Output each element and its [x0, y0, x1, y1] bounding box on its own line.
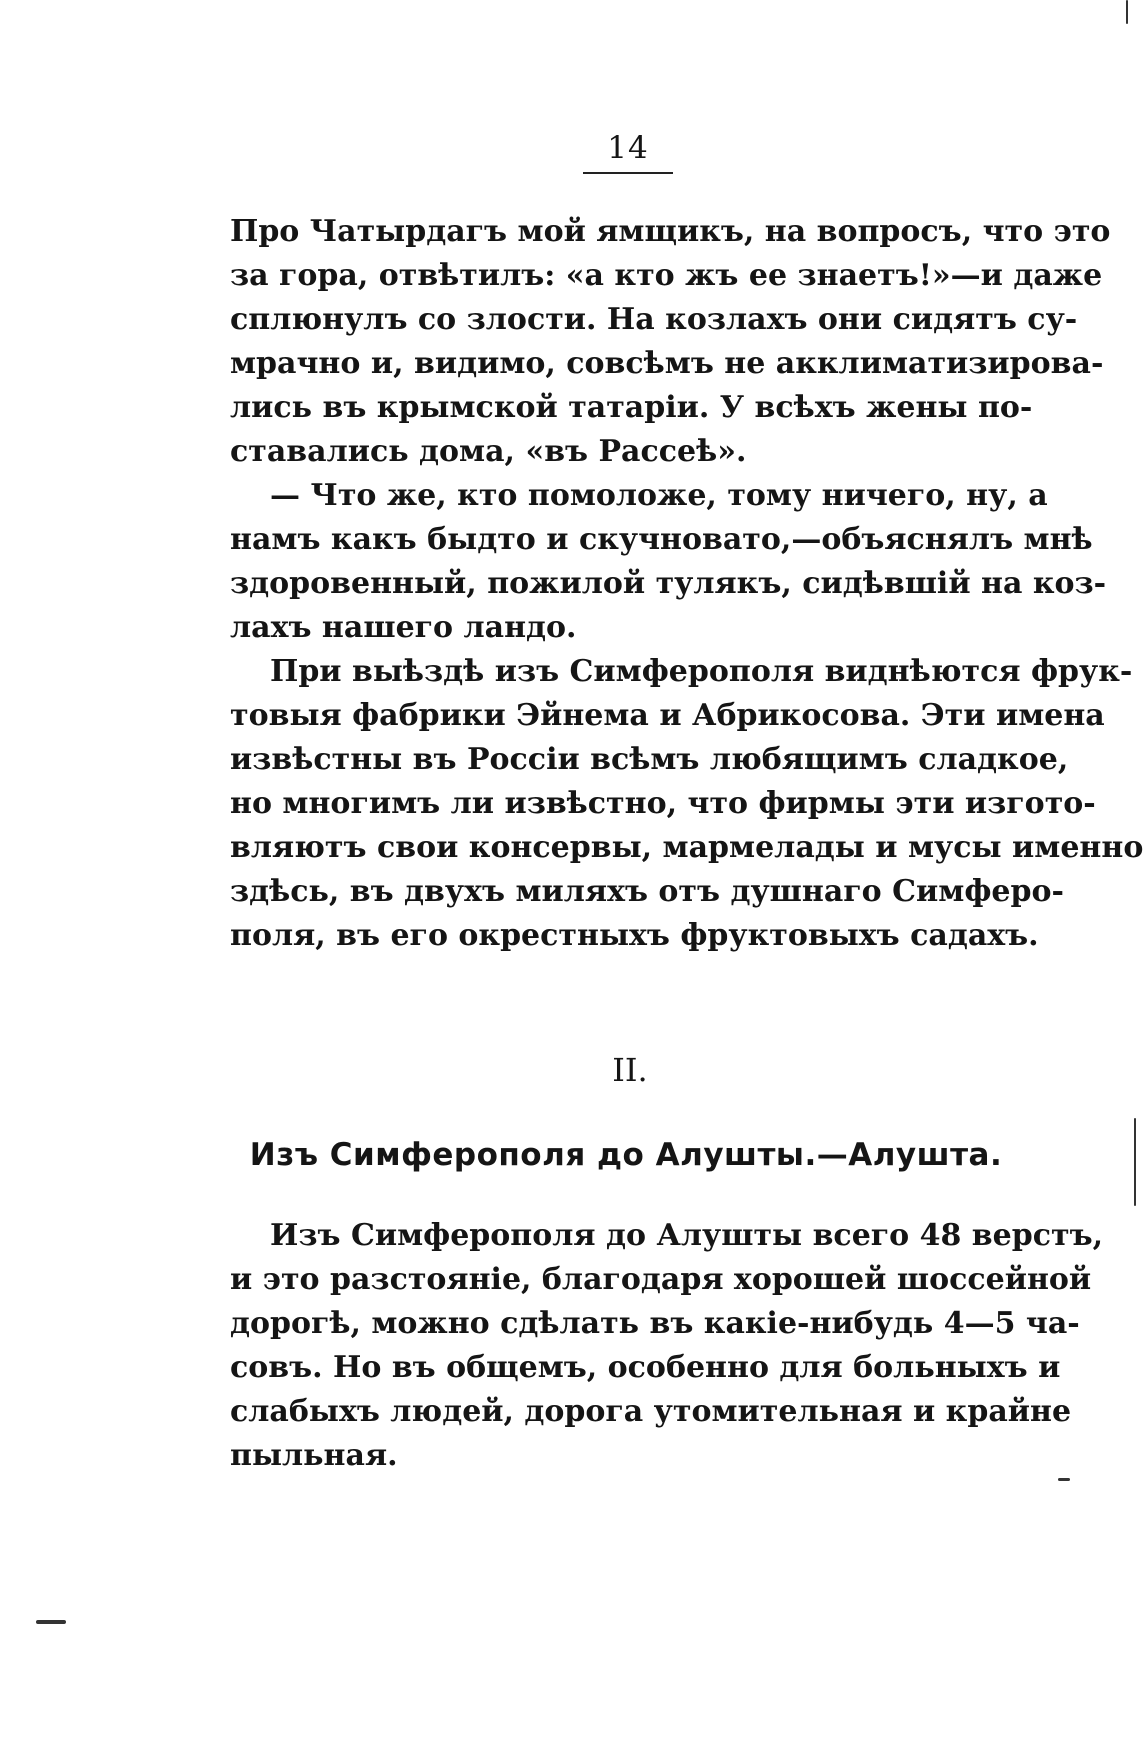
text-line: лахъ нашего ландо.: [230, 610, 577, 645]
text-line: поля, въ его окрестныхъ фруктовыхъ садахъ.: [230, 918, 1039, 953]
text-line: вляютъ свои консервы, мармелады и мусы именно: [230, 830, 1143, 865]
page-number-rule: [583, 172, 673, 174]
scan-artifact: [36, 1620, 66, 1624]
text-line: за гора, отвѣтилъ: «а кто жъ ее знаетъ!»—и даже: [230, 258, 1103, 293]
text-line: и это разстояніе, благодаря хорошей шоссейной: [230, 1262, 1092, 1297]
paragraph-1: [230, 210, 1111, 474]
text-line: При выѣздѣ изъ Симферополя виднѣются фрук-: [270, 654, 1133, 689]
text-line: слабыхъ людей, дорога утомительная и крайне: [230, 1394, 1072, 1429]
text-line: здѣсь, въ двухъ миляхъ отъ душнаго Симферо-: [230, 874, 1064, 909]
page-number: 14: [607, 130, 649, 166]
text-line: лись въ крымской татаріи. У всѣхъ жены по-: [230, 390, 1033, 425]
text-line: — Что же, кто помоложе, тому ничего, ну, а: [270, 478, 1048, 513]
scan-artifact: [1126, 0, 1128, 24]
text-line: дорогѣ, можно сдѣлать въ какіе-нибудь 4—5 ча-: [230, 1306, 1080, 1341]
text-line: Изъ Симферополя до Алушты всего 48 верстъ,: [270, 1218, 1104, 1253]
text-line: совъ. Но въ общемъ, особенно для больныхъ и: [230, 1350, 1061, 1385]
text-line: здоровенный, пожилой тулякъ, сидѣвшій на коз-: [230, 566, 1107, 601]
paragraph-2: [230, 474, 1107, 650]
chapter-number: II.: [612, 1051, 648, 1089]
chapter-title: Изъ Симферополя до Алушты.—Алушта.: [249, 1137, 1003, 1173]
text-line: ставались дома, «въ Рассеѣ».: [230, 434, 747, 469]
text-line: сплюнулъ со злости. На козлахъ они сидятъ су-: [230, 302, 1078, 337]
text-line: пыльная.: [230, 1438, 398, 1473]
text-line: извѣстны въ Россіи всѣмъ любящимъ сладкое,: [230, 742, 1069, 777]
paragraph-4: [230, 1214, 1104, 1478]
text-line: намъ какъ быдто и скучновато,—объяснялъ мнѣ: [230, 522, 1093, 557]
scan-artifact: [1058, 1478, 1070, 1481]
text-line: но многимъ ли извѣстно, что фирмы эти изгото-: [230, 786, 1096, 821]
paragraph-3: [230, 650, 1143, 958]
text-line: Про Чатырдагъ мой ямщикъ, на вопросъ, что это: [230, 214, 1111, 249]
text-line: мрачно и, видимо, совсѣмъ не акклиматизирова-: [230, 346, 1104, 381]
scan-artifact: [1134, 1118, 1136, 1206]
text-line: товыя фабрики Эйнема и Абрикосова. Эти имена: [230, 698, 1105, 733]
